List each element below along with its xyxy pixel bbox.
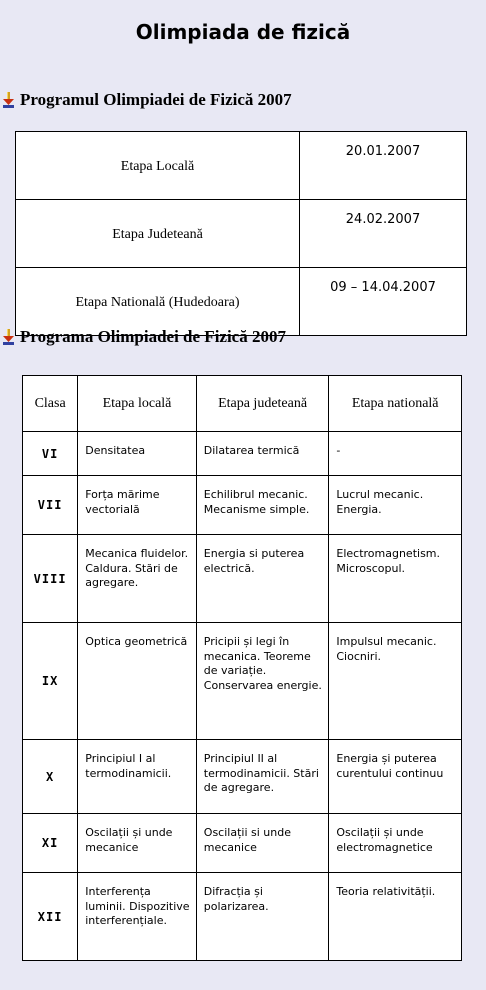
date-cell: 24.02.2007: [300, 200, 467, 268]
county-cell: Echilibrul mecanic. Mecanisme simple.: [196, 476, 329, 535]
national-cell: Oscilații și unde electromagnetice: [329, 814, 462, 873]
local-cell: Optica geometrică: [78, 623, 197, 740]
national-cell: Impulsul mecanic. Ciocniri.: [329, 623, 462, 740]
column-header: Etapa natională: [329, 376, 462, 432]
national-cell: Teoria relativității.: [329, 873, 462, 961]
local-cell: Forța mărime vectorială: [78, 476, 197, 535]
column-header: Clasa: [23, 376, 78, 432]
table-row: [23, 535, 462, 623]
stage-cell: Etapa Locală: [16, 132, 300, 200]
national-cell: -: [329, 432, 462, 476]
national-cell: Electromagnetism. Microscopul.: [329, 535, 462, 623]
date-cell: 09 – 14.04.2007: [300, 268, 467, 336]
class-cell: VIII: [23, 535, 78, 623]
local-cell: Mecanica fluidelor. Caldura. Stări de agregare.: [78, 535, 197, 623]
schedule-table: [15, 131, 467, 336]
curriculum-heading-text: Programa Olimpiadei de Fizică 2007: [20, 327, 286, 346]
down-arrow-icon: [2, 329, 16, 345]
county-cell: Principiul II al termodinamicii. Stări de agregare.: [196, 740, 329, 814]
county-cell: Pricipii și legi în mecanica. Teoreme de variație. Conservarea energie.: [196, 623, 329, 740]
county-cell: Dilatarea termică: [196, 432, 329, 476]
table-row: [16, 132, 467, 200]
local-cell: Interferența luminii. Dispozitive interferențiale.: [78, 873, 197, 961]
down-arrow-icon: [2, 92, 16, 108]
class-cell: VII: [23, 476, 78, 535]
local-cell: Oscilații și unde mecanice: [78, 814, 197, 873]
national-cell: Energia și puterea curentului continuu: [329, 740, 462, 814]
class-cell: XI: [23, 814, 78, 873]
page-title: Olimpiada de fizică: [135, 20, 351, 44]
table-row: [23, 432, 462, 476]
county-cell: Difracția și polarizarea.: [196, 873, 329, 961]
class-cell: IX: [23, 623, 78, 740]
table-row: [16, 200, 467, 268]
county-cell: Oscilații si unde mecanice: [196, 814, 329, 873]
table-row: [23, 623, 462, 740]
schedule-heading-text: Programul Olimpiadei de Fizică 2007: [20, 90, 292, 109]
column-header: Etapa locală: [78, 376, 197, 432]
schedule-section-heading: [2, 89, 292, 111]
stage-cell: Etapa Judeteană: [16, 200, 300, 268]
local-cell: Principiul I al termodinamicii.: [78, 740, 197, 814]
class-cell: VI: [23, 432, 78, 476]
local-cell: Densitatea: [78, 432, 197, 476]
column-header: Etapa judeteană: [196, 376, 329, 432]
table-row: [23, 740, 462, 814]
curriculum-section-heading: [2, 326, 286, 348]
table-row: [23, 873, 462, 961]
date-cell: 20.01.2007: [300, 132, 467, 200]
national-cell: Lucrul mecanic. Energia.: [329, 476, 462, 535]
table-header-row: [23, 376, 462, 432]
stage-cell: Etapa Natională (Hudedoara): [16, 268, 300, 336]
class-cell: X: [23, 740, 78, 814]
county-cell: Energia si puterea electrică.: [196, 535, 329, 623]
class-cell: XII: [23, 873, 78, 961]
curriculum-table: [22, 375, 462, 961]
table-row: [23, 814, 462, 873]
table-row: [23, 476, 462, 535]
